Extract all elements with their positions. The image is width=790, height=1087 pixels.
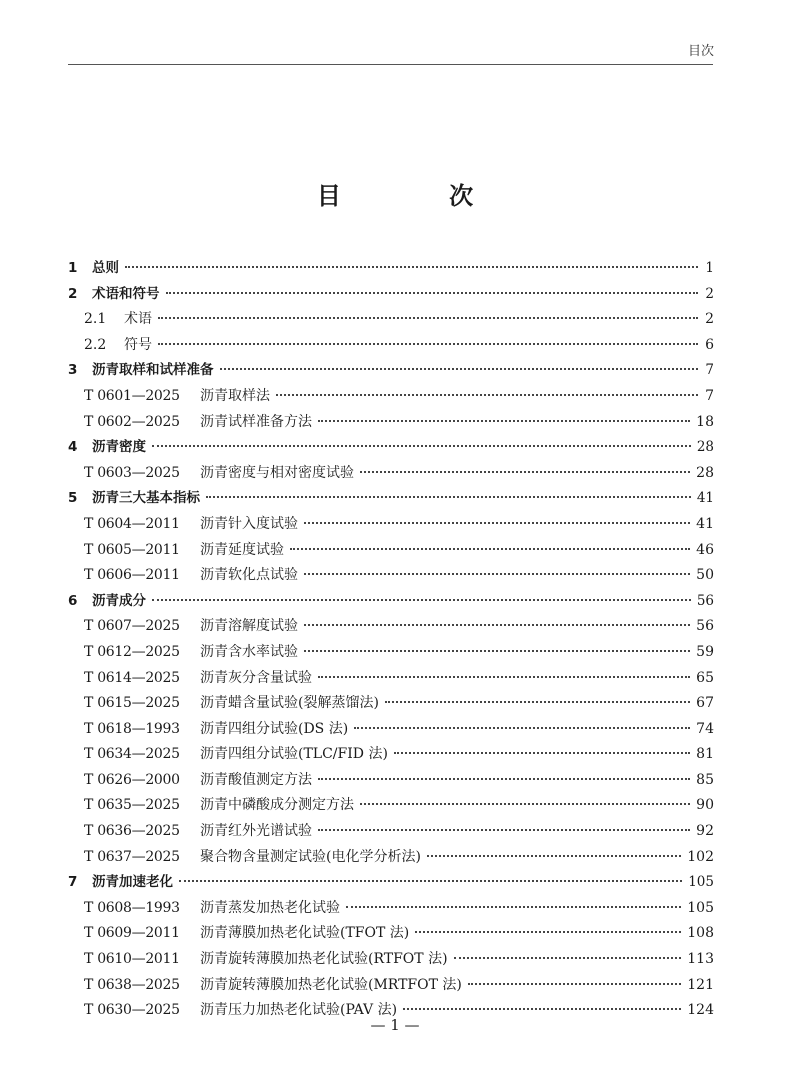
toc-entry-page: 2 [705,285,714,302]
toc-entry-page: 92 [696,823,714,840]
toc-entry-page: 18 [696,413,714,430]
toc-entry-title: 沥青薄膜加热老化试验(TFOT 法) [200,925,410,942]
toc-chapter-entry[interactable] [68,358,714,384]
page-number-footer: — 1 — [370,1016,420,1034]
dot-leader [360,802,690,805]
dot-leader [179,879,682,882]
toc-entry-number: T 0608—1993 [84,899,180,916]
dot-leader [276,393,698,396]
table-of-contents [68,256,714,1024]
toc-entry-page: 81 [696,746,714,763]
dot-leader [318,419,690,422]
running-head: 目次 [687,44,714,59]
dot-leader [318,675,690,678]
toc-section-entry[interactable] [68,461,714,487]
toc-entry-page: 56 [696,592,714,609]
toc-entry-number: T 0637—2025 [84,848,180,865]
toc-entry-title: 沥青旋转薄膜加热老化试验(RTFOT 法) [200,951,448,968]
toc-entry-number: 3 [68,362,78,379]
toc-section-entry[interactable] [68,666,714,692]
toc-section-entry[interactable] [68,614,714,640]
toc-entry-number: 7 [68,874,78,891]
toc-entry-page: 7 [705,387,714,404]
dot-leader [318,777,690,780]
toc-section-entry[interactable] [68,896,714,922]
toc-entry-number: 2.2 [84,336,107,353]
toc-entry-number: 1 [68,260,78,276]
toc-section-entry[interactable] [68,563,714,589]
toc-entry-title: 沥青四组分试验(TLC/FID 法) [200,746,388,763]
dot-leader [152,598,691,601]
toc-entry-title: 沥青压力加热老化试验(PAV 法) [200,1002,398,1019]
toc-entry-number: T 0614—2025 [84,669,180,686]
dot-leader [360,470,690,473]
dot-leader [318,828,690,831]
toc-entry-number: T 0618—1993 [84,720,180,737]
toc-entry-number: 4 [68,439,78,456]
dot-leader [468,982,681,985]
toc-section-entry[interactable] [68,947,714,973]
toc-entry-title: 沥青密度与相对密度试验 [200,464,354,481]
toc-section-entry[interactable] [68,973,714,999]
toc-entry-page: 90 [696,797,714,814]
toc-entry-number: T 0612—2025 [84,643,180,660]
toc-chapter-entry[interactable] [68,870,714,896]
toc-entry-number: T 0634—2025 [84,746,180,763]
toc-entry-title: 符号 [124,336,152,353]
dot-leader [125,265,698,268]
dot-leader [304,623,690,626]
dot-leader [454,956,682,959]
dot-leader [385,700,690,703]
toc-entry-page: 7 [705,362,714,379]
toc-entry-number: 2.1 [84,311,107,328]
toc-entry-title: 术语 [124,311,152,328]
toc-section-entry[interactable] [68,819,714,845]
toc-entry-page: 74 [696,720,714,737]
toc-entry-page: 41 [696,490,714,507]
toc-entry-number: T 0635—2025 [84,797,180,814]
toc-section-entry[interactable] [68,333,714,359]
dot-leader [304,572,690,575]
toc-entry-number: T 0638—2025 [84,976,180,993]
toc-section-entry[interactable] [68,640,714,666]
toc-chapter-entry[interactable] [68,589,714,615]
toc-entry-title: 总则 [92,260,119,276]
toc-entry-title: 沥青酸值测定方法 [200,771,312,788]
toc-entry-number: T 0610—2011 [84,951,180,968]
dot-leader [158,342,698,345]
toc-entry-page: 121 [687,976,714,993]
toc-entry-number: T 0605—2011 [84,541,180,558]
toc-entry-page: 50 [696,567,714,584]
toc-chapter-entry[interactable] [68,486,714,512]
toc-section-entry[interactable] [68,307,714,333]
toc-entry-page: 124 [687,1002,714,1019]
toc-entry-page: 59 [696,643,714,660]
toc-section-entry[interactable] [68,410,714,436]
toc-section-entry[interactable] [68,384,714,410]
toc-entry-title: 沥青密度 [92,439,146,456]
toc-entry-page: 65 [696,669,714,686]
dot-leader [290,547,690,550]
toc-entry-title: 沥青取样和试样准备 [92,362,214,379]
toc-entry-title: 聚合物含量测定试验(电化学分析法) [200,848,421,865]
toc-section-entry[interactable] [68,512,714,538]
dot-leader [158,316,698,319]
dot-leader [304,649,690,652]
toc-chapter-entry[interactable] [68,435,714,461]
dot-leader [403,1007,681,1010]
header-rule [68,64,713,65]
toc-entry-title: 沥青试样准备方法 [200,413,312,430]
toc-entry-number: T 0607—2025 [84,618,180,635]
toc-entry-page: 46 [696,541,714,558]
dot-leader [304,521,690,524]
toc-entry-number: T 0626—2000 [84,771,180,788]
toc-entry-page: 28 [696,464,714,481]
toc-entry-number: T 0603—2025 [84,464,180,481]
dot-leader [152,444,691,447]
toc-entry-number: 6 [68,592,78,609]
toc-entry-title: 术语和符号 [92,285,160,302]
toc-entry-page: 67 [696,695,714,712]
toc-entry-number: T 0615—2025 [84,695,180,712]
toc-entry-title: 沥青取样法 [200,387,270,404]
toc-entry-title: 沥青延度试验 [200,541,284,558]
toc-entry-title: 沥青溶解度试验 [200,618,298,635]
toc-section-entry[interactable] [68,793,714,819]
toc-entry-title: 沥青四组分试验(DS 法) [200,720,349,737]
toc-entry-number: 2 [68,285,78,302]
toc-entry-page: 56 [696,618,714,635]
toc-chapter-entry[interactable] [68,282,714,308]
toc-entry-number: T 0604—2011 [84,515,180,532]
dot-leader [220,367,699,370]
toc-entry-page: 41 [696,515,714,532]
toc-entry-page: 105 [688,874,714,891]
toc-entry-page: 2 [705,311,714,328]
toc-entry-number: T 0606—2011 [84,567,180,584]
toc-section-entry[interactable] [68,768,714,794]
toc-entry-title: 沥青旋转薄膜加热老化试验(MRTFOT 法) [200,976,462,993]
toc-entry-title: 沥青灰分含量试验 [200,669,312,686]
dot-leader [415,930,681,933]
toc-section-entry[interactable] [68,921,714,947]
toc-section-entry[interactable] [68,717,714,743]
toc-entry-number: 5 [68,490,78,507]
toc-entry-page: 102 [687,848,714,865]
toc-entry-number: T 0630—2025 [84,1002,180,1019]
toc-entry-number: T 0601—2025 [84,387,180,404]
toc-entry-title: 沥青软化点试验 [200,567,298,584]
toc-entry-title: 沥青含水率试验 [200,643,298,660]
dot-leader [354,726,690,729]
toc-entry-title: 沥青中磷酸成分测定方法 [200,797,354,814]
dot-leader [166,291,699,294]
dot-leader [346,905,681,908]
toc-chapter-entry[interactable] [68,256,714,282]
toc-entry-page: 28 [696,439,714,456]
toc-entry-title: 沥青加速老化 [92,874,173,891]
dot-leader [427,854,681,857]
toc-entry-title: 沥青红外光谱试验 [200,823,312,840]
dot-leader [394,751,690,754]
toc-entry-title: 沥青成分 [92,592,146,609]
toc-entry-page: 113 [687,951,714,968]
toc-entry-title: 沥青蒸发加热老化试验 [200,899,340,916]
toc-entry-number: T 0602—2025 [84,413,180,430]
toc-entry-page: 108 [687,925,714,942]
dot-leader [206,495,691,498]
toc-section-entry[interactable] [68,845,714,871]
toc-entry-page: 85 [696,771,714,788]
toc-section-entry[interactable] [68,742,714,768]
toc-section-entry[interactable] [68,691,714,717]
toc-entry-title: 沥青蜡含量试验(裂解蒸馏法) [200,695,379,712]
page-title: 目 次 [316,182,524,210]
toc-entry-page: 6 [705,336,714,353]
toc-entry-page: 1 [705,260,714,276]
toc-section-entry[interactable] [68,538,714,564]
toc-entry-page: 105 [687,899,714,916]
toc-entry-number: T 0636—2025 [84,823,180,840]
toc-entry-title: 沥青针入度试验 [200,515,298,532]
toc-entry-title: 沥青三大基本指标 [92,490,200,507]
toc-entry-number: T 0609—2011 [84,925,180,942]
